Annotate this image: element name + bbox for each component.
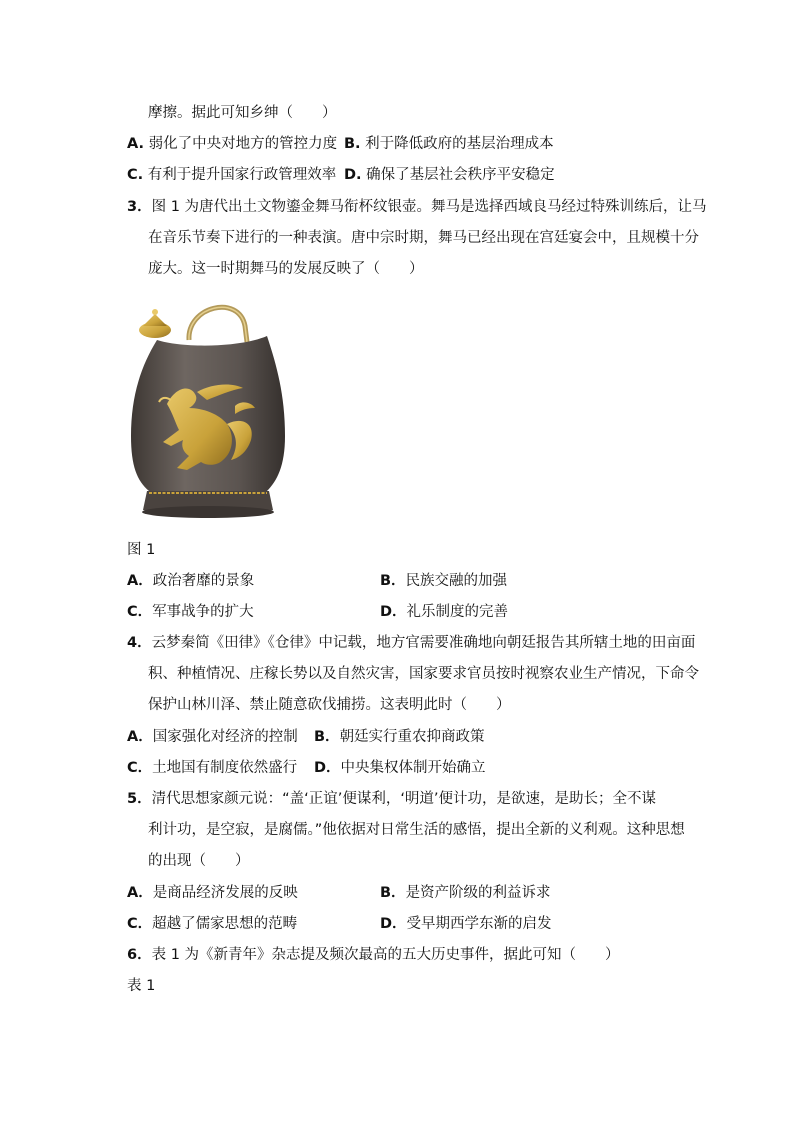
q6-stem: 6．表 1 为《新青年》杂志提及频次最高的五大历史事件，据此可知（ ） — [127, 947, 620, 963]
figure-caption: 图 1 — [127, 542, 156, 558]
option-letter: C． — [127, 916, 153, 932]
question-number: 3． — [127, 199, 152, 215]
q4-stem-line-2: 积、种植情况、庄稼长势以及自然灾害，国家要求官员按时视察农业生产情况，下命令 — [148, 666, 699, 682]
q5-stem-line-1: 5．清代思想家颜元说：“盖‘正谊’便谋利，‘明道’便计功，是欲速，是助长；全不谋 — [127, 791, 657, 807]
q4-option-d[interactable] — [314, 758, 486, 778]
option-text: 土地国有制度依然盛行 — [152, 760, 298, 776]
q2-option-b[interactable] — [344, 134, 554, 154]
question-number: 6． — [127, 947, 152, 963]
option-text: 有利于提升国家行政管理效率 — [147, 167, 337, 183]
q2-stem-tail: 摩擦。据此可知乡绅（ ） — [148, 105, 337, 121]
q3-option-c[interactable] — [127, 602, 254, 622]
option-text: 礼乐制度的完善 — [406, 604, 509, 620]
q4-option-a[interactable] — [127, 727, 298, 747]
q4-stem-line-3: 保护山林川泽、禁止随意砍伐捕捞。这表明此时（ ） — [148, 697, 511, 713]
q5-option-c[interactable] — [127, 914, 297, 934]
option-text: 利于降低政府的基层治理成本 — [365, 136, 554, 152]
silver-pot-dancing-horse-figure — [127, 296, 289, 522]
q4-stem-line-1: 4．云梦秦简《田律》《仓律》中记载，地方官需要准确地向朝廷报告其所辖土地的田亩面 — [127, 635, 696, 651]
option-letter: B. — [344, 136, 361, 152]
q5-stem-line-2: 利计功，是空寂，是腐儒。”他依据对日常生活的感悟，提出全新的义利观。这种思想 — [148, 822, 685, 838]
option-letter: A. — [127, 136, 144, 152]
option-letter: D． — [314, 760, 341, 776]
option-text: 民族交融的加强 — [405, 573, 508, 589]
option-text: 中央集权体制开始确立 — [340, 760, 486, 776]
option-letter: A． — [127, 729, 153, 745]
q2-option-c[interactable] — [127, 165, 336, 185]
q3-stem-line-2: 在音乐节奏下进行的一种表演。唐中宗时期，舞马已经出现在宫廷宴会中，且规模十分 — [148, 230, 699, 246]
option-letter: C． — [127, 604, 153, 620]
q4-option-b[interactable] — [314, 727, 485, 747]
option-text: 是商品经济发展的反映 — [152, 885, 298, 901]
option-letter: B． — [380, 573, 406, 589]
question-number: 5． — [127, 791, 152, 807]
q2-option-d[interactable] — [344, 165, 555, 185]
option-text: 朝廷实行重农抑商政策 — [339, 729, 485, 745]
option-letter: B． — [380, 885, 406, 901]
q5-option-d[interactable] — [380, 914, 552, 934]
option-letter: D． — [380, 604, 407, 620]
table-caption: 表 1 — [127, 978, 156, 994]
option-text: 超越了儒家思想的范畴 — [152, 916, 298, 932]
question-number: 4． — [127, 635, 152, 651]
option-text: 军事战争的扩大 — [152, 604, 254, 620]
q3-stem-line-1: 3．图 1 为唐代出土文物鎏金舞马衔杯纹银壶。舞马是选择西域良马经过特殊训练后，让马 — [127, 199, 707, 215]
option-text: 是资产阶级的利益诉求 — [405, 885, 551, 901]
option-text: 国家强化对经济的控制 — [152, 729, 298, 745]
q4-option-c[interactable] — [127, 758, 297, 778]
option-letter: C． — [127, 760, 153, 776]
q3-option-a[interactable] — [127, 571, 254, 591]
option-letter: A． — [127, 573, 153, 589]
q3-option-d[interactable] — [380, 602, 508, 622]
option-text: 受早期西学东渐的启发 — [406, 916, 552, 932]
q5-option-b[interactable] — [380, 883, 551, 903]
option-letter: D. — [344, 167, 362, 183]
q5-option-a[interactable] — [127, 883, 298, 903]
option-letter: D． — [380, 916, 407, 932]
option-text: 政治奢靡的景象 — [152, 573, 255, 589]
q3-stem-line-3: 庞大。这一时期舞马的发展反映了（ ） — [148, 261, 424, 277]
q3-option-b[interactable] — [380, 571, 507, 591]
option-text: 确保了基层社会秩序平安稳定 — [366, 167, 555, 183]
option-letter: C. — [127, 167, 144, 183]
option-letter: B． — [314, 729, 340, 745]
option-letter: A． — [127, 885, 153, 901]
q5-stem-line-3: 的出现（ ） — [148, 853, 250, 869]
option-text: 弱化了中央对地方的管控力度 — [148, 136, 338, 152]
q2-option-a[interactable] — [127, 134, 337, 154]
